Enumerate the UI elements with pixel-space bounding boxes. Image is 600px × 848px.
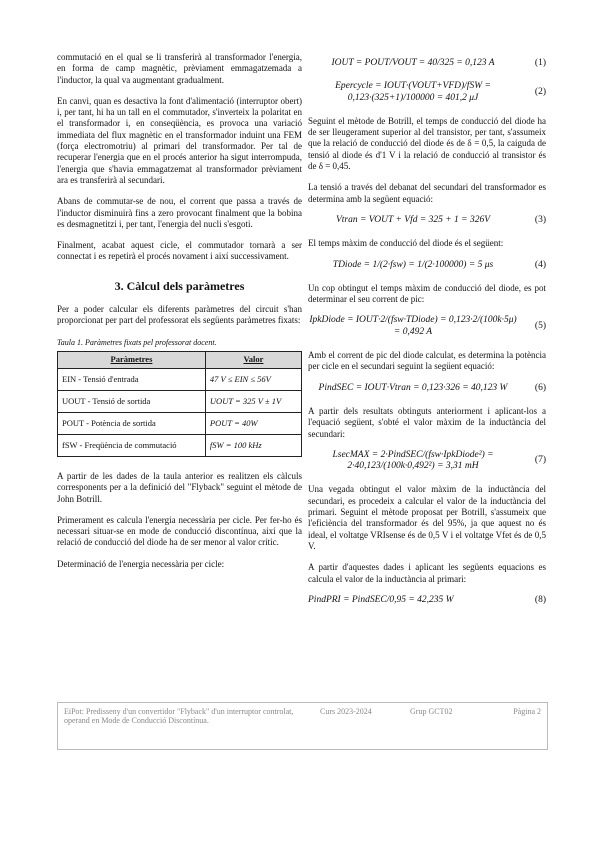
parameters-table xyxy=(57,351,302,457)
paragraph: Una vegada obtingut el valor màxim de la inductància del secundari, es procedeix a calcular el valor de la inductància del primari. Seguint el mètode proposat per Botrill, s'assumeix que l'eficiència del transformador és del 95%, ja que aquest no és ideal, el voltatge VRIsense és de 0,5 V i el voltatge Vfet és de 0,5 V. xyxy=(308,484,546,551)
table-caption: Taula 1. Paràmetres fixats pel professorat docent. xyxy=(57,337,217,347)
equation-number: (4) xyxy=(534,259,546,270)
equation xyxy=(308,81,546,104)
paragraph: Seguint el mètode de Botrill, el temps de conducció del diode ha de ser lleugerament superior al del transistor, per tant, s'assumeix que la relació de conducció del diode és de δ = 0,5, la caiguda de tensió al diode és d'1 V i la relació de conducció al transistor és de δ = 0,45. xyxy=(308,115,546,172)
table-row xyxy=(58,412,302,434)
paragraph: Un cop obtingut el temps màxim de conducció del diode, es pot determinar el seu corrent de pic: xyxy=(308,282,546,305)
table-row xyxy=(58,434,302,456)
paragraph: La tensió a través del debanat del secundari del transformador es determina amb la següent equació: xyxy=(308,182,546,204)
table-cell: EIN - Tensió d'entrada xyxy=(58,368,206,390)
section-heading: 3. Càlcul dels paràmetres xyxy=(114,278,245,293)
equation-number: (8) xyxy=(534,594,546,605)
page-footer xyxy=(57,702,548,750)
equation-number: (1) xyxy=(534,58,546,68)
footer-title: EiPot: Predisseny d'un convertidor "Flyback" d'un interruptor controlat, operand en Mode de Conducció Discontínua. xyxy=(64,707,294,725)
paragraph: commutació en el qual se li transferirà al transformador l'energia, en forma de camp magnètic, prèviament emmagatzemada a l'inductor, la qual va augmentant gradualment. xyxy=(57,52,302,85)
paragraph: Primerament es calcula l'energia necessària per cicle. Per fer-ho és necessari situar-se en mode de conducció discontínua, així que la relació de conducció del diode ha de ser menor al valor crític. xyxy=(57,514,302,548)
equation-number: (5) xyxy=(534,321,546,332)
table-header: Valor xyxy=(205,351,301,368)
equation-number: (6) xyxy=(534,382,546,393)
paragraph: Abans de commutar-se de nou, el corrent que passa a través de l'inductor disminuirà fins a zero provocant finalment que la bobina es desmagnetitzi i, per tant, l'energia del nucli s'esgoti. xyxy=(57,196,302,229)
paragraph: A partir dels resultats obtinguts anteriorment i aplicant-los a l'equació següent, s'obté el valor màxim de la inductància del secundari: xyxy=(308,405,546,439)
equation-number: (2) xyxy=(534,86,546,97)
equation xyxy=(308,595,546,606)
footer-page-number: Pàgina 2 xyxy=(513,707,541,716)
equation-number: (3) xyxy=(534,214,546,225)
equation-body: PindPRI = PindSEC/0,95 = 42,235 W xyxy=(308,594,454,605)
table-header-row xyxy=(58,351,302,368)
paragraph: Finalment, acabat aquest cicle, el commutador tornarà a ser connectat i es repetirà el procés novament i així successivament. xyxy=(57,240,302,262)
paragraph: El temps màxim de conducció del diode és el següent: xyxy=(308,238,504,249)
equation-body: Vtran = VOUT + Vfd = 325 + 1 = 326V xyxy=(335,214,491,225)
equation-body: LsecMAX = 2·PindSEC/(fsw·IpkDiode²) = 2·40,123/(100k·0,492²) = 3,31 mH xyxy=(332,449,494,472)
table-row xyxy=(58,390,302,412)
equation-body: TDiode = 1/(2·fsw) = 1/(2·100000) = 5 μs xyxy=(332,259,494,270)
equation xyxy=(308,215,546,226)
paragraph: A partir de les dades de la taula anterior es realitzen els càlculs corresponents per a la definició del "Flyback" seguint el mètode de John Botrill. xyxy=(57,470,302,504)
footer-course: Curs 2023-2024 xyxy=(320,707,372,716)
equation xyxy=(308,383,546,394)
equation xyxy=(308,260,546,271)
table-cell: POUT = 40W xyxy=(205,412,301,434)
paragraph: En canvi, quan es desactiva la font d'alimentació (interruptor obert) i, per tant, hi ha un tall en el commutador, s'inverteix la polaritat en el transformador i, en conseqüència, es provoca una variació immediata del flux magnètic en el transformador induint una FEM (força electromotriu) al primari del transformador. Per tal de recuperar l'energia que en el procés anterior ha sigut interrompuda, l'energia que s'havia emmagatzemat al transformador prèviament ara es transferirà al secundari. xyxy=(57,95,302,185)
table-cell: POUT - Potència de sortida xyxy=(58,412,206,434)
equation xyxy=(308,315,546,338)
table-cell: UOUT - Tensió de sortida xyxy=(58,390,206,412)
left-column xyxy=(57,52,302,580)
table-row xyxy=(58,368,302,390)
equation xyxy=(308,450,546,473)
table-cell: fSW - Freqüència de commutació xyxy=(58,434,206,456)
equation-body: PindSEC = IOUT·Vtran = 0,123·326 = 40,123 W xyxy=(318,382,508,393)
paragraph: Determinació de l'energia necessària per cicle: xyxy=(57,558,225,569)
equation xyxy=(308,58,546,69)
equation-body: IOUT = POUT/VOUT = 40/325 = 0,123 A xyxy=(331,58,495,68)
paragraph: Amb el corrent de pic del diode calculat, es determina la potència per cicle en el secundari seguint la següent equació: xyxy=(308,350,546,372)
paragraph: A partir d'aquestes dades i aplicant les següents equacions es calcula el valor de la inductància al primari: xyxy=(308,562,546,584)
equation-body: IpkDiode = IOUT·2/(fsw·TDiode) = 0,123·2/(100k·5μ) = 0,492 A xyxy=(309,315,517,337)
table-cell: 47 V ≤ EIN ≤ 56V xyxy=(205,368,301,390)
right-column xyxy=(308,52,546,618)
table-cell: fSW = 100 kHz xyxy=(205,434,301,456)
footer-group: Grup GCT02 xyxy=(410,707,453,716)
table-header: Paràmetres xyxy=(58,351,206,368)
equation-number: (7) xyxy=(534,455,546,466)
paragraph: Per a poder calcular els diferents paràmetres del circuit s'han proporcionat per part del professorat els següents paràmetres fixats: xyxy=(57,304,302,326)
table-cell: UOUT = 325 V ± 1V xyxy=(205,390,301,412)
equation-body: Epercycle = IOUT·(VOUT+VFD)/fSW = 0,123·(325+1)/100000 = 401,2 μJ xyxy=(335,81,491,103)
